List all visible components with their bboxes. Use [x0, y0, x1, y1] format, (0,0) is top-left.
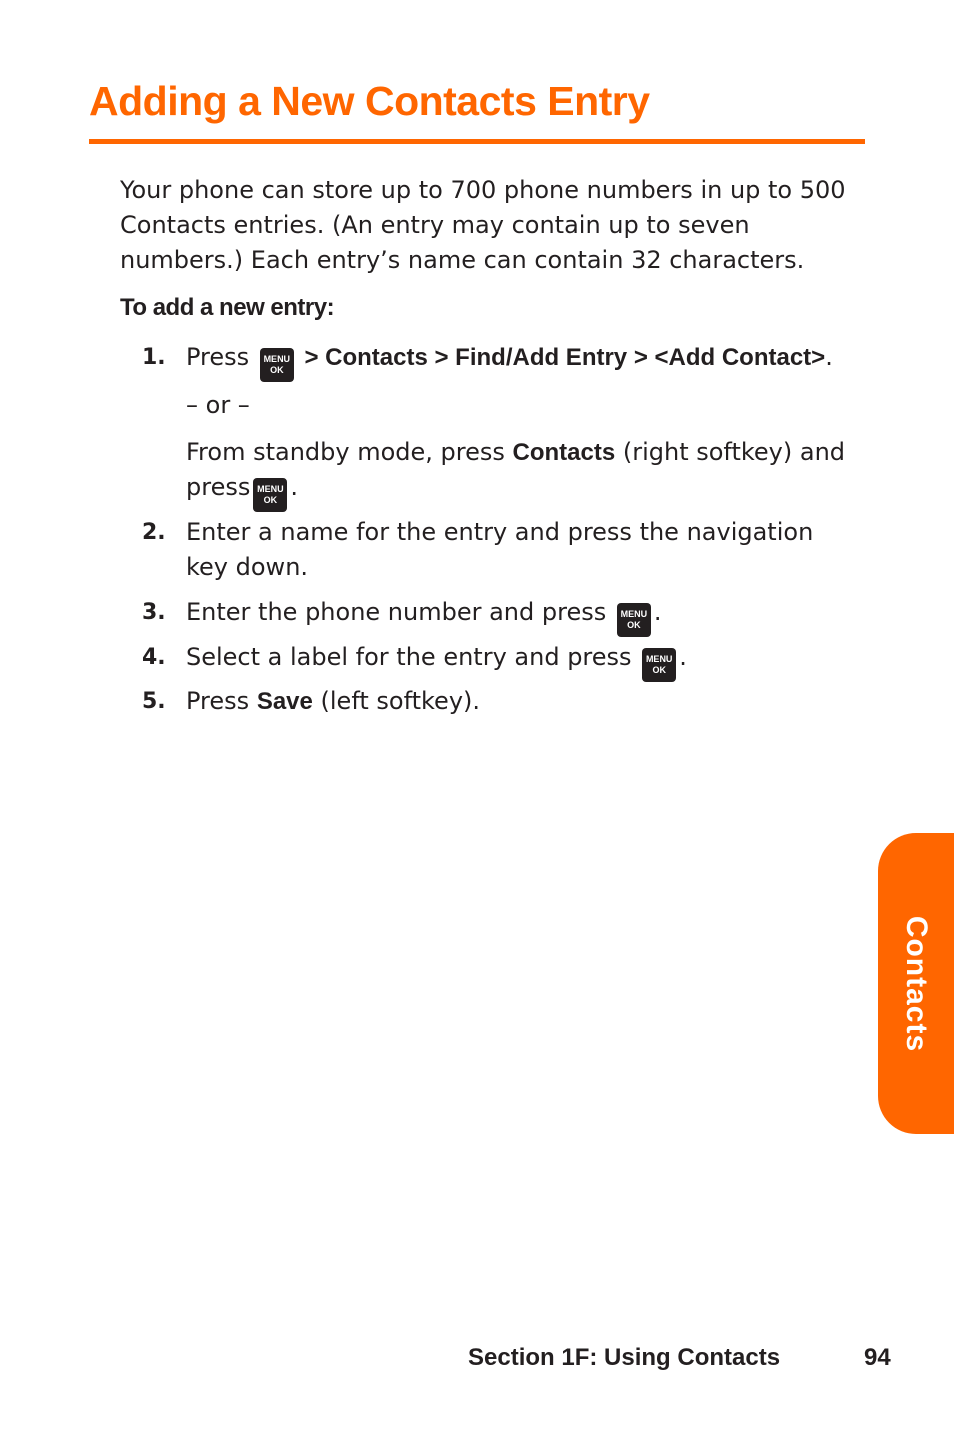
step-2-number: 2. — [142, 520, 166, 545]
contacts-softkey-label: Contacts — [512, 439, 616, 466]
page-number: 94 — [864, 1344, 891, 1371]
step-2-line-2: key down. — [186, 553, 309, 581]
step-1-menu-path: > Contacts > Find/Add Entry > <Add Contact> — [304, 344, 826, 371]
step-1: Press MENU OK > Contacts > Find/Add Entry > <Add Contact>. — [186, 340, 833, 382]
side-tab-label: Contacts — [900, 915, 933, 1052]
intro-paragraph: Your phone can store up to 700 phone numbers in up to 500 Contacts entries. (An entry may contain up to seven numbers.) Each entry’s name can contain 32 characters. — [120, 176, 846, 274]
step-3-number: 3. — [142, 600, 166, 625]
alt-step-line-2: press MENU OK . — [186, 470, 298, 512]
step-5-number: 5. — [142, 689, 166, 714]
title-rule — [89, 139, 865, 144]
step-1-number: 1. — [142, 345, 166, 370]
step-3: Enter the phone number and press MENU OK . — [186, 595, 662, 637]
save-softkey-label: Save — [256, 688, 313, 715]
or-separator: – or – — [186, 391, 250, 419]
menu-ok-key-icon: MENU OK — [260, 348, 294, 382]
footer-section-title: Section 1F: Using Contacts — [468, 1344, 781, 1371]
alt-step-line-1: From standby mode, press Contacts (right softkey) and — [186, 438, 846, 466]
menu-ok-key-icon: MENU OK — [253, 478, 287, 512]
step-1-text: Press — [186, 343, 250, 371]
step-2-line-1: Enter a name for the entry and press the navigation — [186, 518, 814, 546]
step-4-number: 4. — [142, 645, 166, 670]
page-title: Adding a New Contacts Entry — [89, 78, 650, 124]
step-5: Press Save (left softkey). — [186, 687, 481, 715]
menu-ok-key-icon: MENU OK — [642, 648, 676, 682]
menu-ok-key-icon: MENU OK — [617, 603, 651, 637]
procedure-heading: To add a new entry: — [120, 294, 335, 321]
step-4: Select a label for the entry and press MENU OK . — [186, 640, 687, 682]
section-side-tab — [878, 833, 954, 1134]
